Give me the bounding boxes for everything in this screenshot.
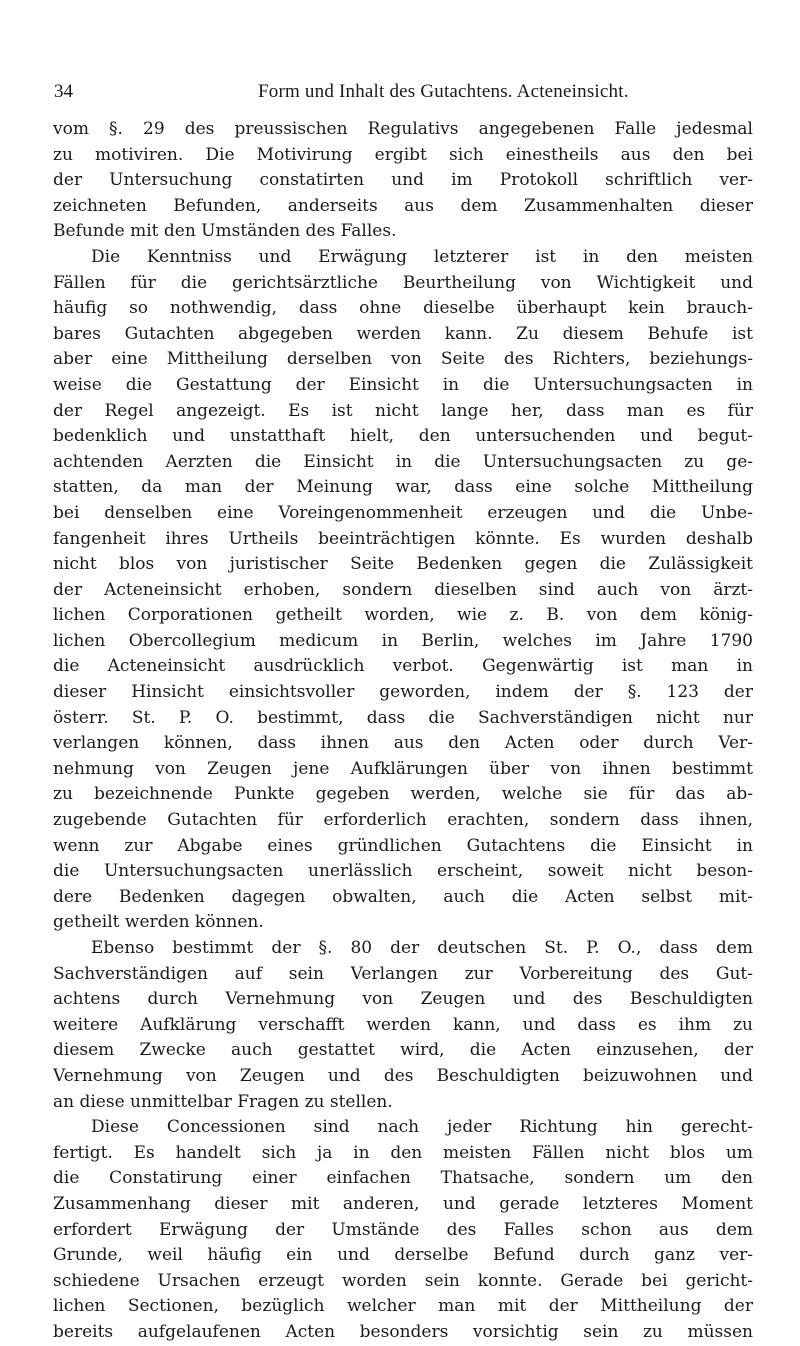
running-title: Form und Inhalt des Gutachtens. Acteneinsicht. <box>258 81 629 102</box>
text-line: die Constatirung einer einfachen Thatsache, sondern um den <box>53 1168 753 1189</box>
text-line: Grunde, weil häufig ein und derselbe Befund durch ganz ver- <box>53 1245 753 1266</box>
text-line: Sachverständigen auf sein Verlangen zur Vorbereitung des Gut- <box>53 963 753 984</box>
text-line: an diese unmittelbar Fragen zu stellen. <box>53 1091 393 1112</box>
text-line: dere Bedenken dagegen obwalten, auch die Acten selbst mit- <box>53 886 753 907</box>
text-line: zu motiviren. Die Motivirung ergibt sich einestheils aus den bei <box>53 144 753 165</box>
text-line: Zusammenhang dieser mit anderen, und gerade letzteres Moment <box>53 1193 753 1214</box>
text-line: nicht blos von juristischer Seite Bedenken gegen die Zulässigkeit <box>53 554 753 575</box>
page-header <box>54 80 754 104</box>
text-line: zugebende Gutachten für erforderlich erachten, sondern dass ihnen, <box>53 810 753 831</box>
text-line: verlangen können, dass ihnen aus den Acten oder durch Ver- <box>53 733 753 754</box>
text-line: nehmung von Zeugen jene Aufklärungen über von ihnen bestimmt <box>53 758 753 779</box>
text-line: der Untersuchung constatirten und im Protokoll schriftlich ver- <box>53 170 753 191</box>
text-line: zeichneten Befunden, anderseits aus dem Zusammenhalten dieser <box>53 195 753 216</box>
page-number: 34 <box>54 81 73 102</box>
text-line: Fällen für die gerichtsärztliche Beurtheilung von Wichtigkeit und <box>53 272 753 293</box>
text-line: häufig so nothwendig, dass ohne dieselbe überhaupt kein brauch- <box>53 298 753 319</box>
text-line: weitere Aufklärung verschafft werden kann, und dass es ihm zu <box>53 1014 753 1035</box>
text-line: getheilt werden können. <box>53 912 264 933</box>
text-line: bedenklich und unstatthaft hielt, den untersuchenden und begut- <box>53 426 753 447</box>
text-line: weise die Gestattung der Einsicht in die Untersuchungsacten in <box>53 374 753 395</box>
text-line: der Acteneinsicht erhoben, sondern dieselben sind auch von ärzt- <box>53 579 753 600</box>
text-line: Die Kenntniss und Erwägung letzterer ist in den meisten <box>91 246 753 267</box>
text-line: lichen Sectionen, bezüglich welcher man mit der Mittheilung der <box>53 1296 753 1317</box>
text-line: vom §. 29 des preussischen Regulativs angegebenen Falle jedesmal <box>53 119 753 139</box>
text-line: österr. St. P. O. bestimmt, dass die Sachverständigen nicht nur <box>53 707 753 728</box>
text-line: fertigt. Es handelt sich ja in den meisten Fällen nicht blos um <box>53 1142 753 1163</box>
text-line: der Regel angezeigt. Es ist nicht lange her, dass man es für <box>53 400 753 421</box>
body-text <box>53 117 753 1346</box>
text-line: schiedene Ursachen erzeugt worden sein konnte. Gerade bei gericht- <box>53 1270 753 1291</box>
text-line: Vernehmung von Zeugen und des Beschuldigten beizuwohnen und <box>53 1065 753 1086</box>
text-line: diesem Zwecke auch gestattet wird, die Acten einzusehen, der <box>53 1040 753 1061</box>
text-line: bereits aufgelaufenen Acten besonders vorsichtig sein zu müssen <box>53 1321 753 1342</box>
text-line: Befunde mit den Umständen des Falles. <box>53 221 397 242</box>
text-line: bei denselben eine Voreingenommenheit erzeugen und die Unbe- <box>53 502 753 523</box>
text-line: dieser Hinsicht einsichtsvoller geworden, indem der §. 123 der <box>53 682 753 703</box>
text-line: lichen Corporationen getheilt worden, wie z. B. von dem könig- <box>53 605 753 626</box>
text-line: bares Gutachten abgegeben werden kann. Zu diesem Behufe ist <box>53 323 753 344</box>
text-line: achtenden Aerzten die Einsicht in die Untersuchungsacten zu ge- <box>53 451 753 472</box>
text-line: wenn zur Abgabe eines gründlichen Gutachtens die Einsicht in <box>53 835 753 856</box>
text-line: zu bezeichnende Punkte gegeben werden, welche sie für das ab- <box>53 784 753 805</box>
text-line: erfordert Erwägung der Umstände des Falles schon aus dem <box>53 1219 753 1240</box>
text-line: fangenheit ihres Urtheils beeinträchtigen könnte. Es wurden deshalb <box>53 528 753 549</box>
paragraph <box>53 1115 753 1345</box>
paragraph <box>53 117 753 245</box>
text-line: achtens durch Vernehmung von Zeugen und des Beschuldigten <box>53 989 753 1010</box>
text-line: statten, da man der Meinung war, dass eine solche Mittheilung <box>53 477 753 498</box>
text-line: aber eine Mittheilung derselben von Seite des Richters, beziehungs- <box>53 349 753 370</box>
text-line: lichen Obercollegium medicum in Berlin, welches im Jahre 1790 <box>53 630 753 651</box>
paragraph <box>53 936 753 1115</box>
text-line: Ebenso bestimmt der §. 80 der deutschen St. P. O., dass dem <box>91 938 753 958</box>
text-line: die Untersuchungsacten unerlässlich erscheint, soweit nicht beson- <box>53 861 753 882</box>
paragraph <box>53 245 753 936</box>
text-line: Diese Concessionen sind nach jeder Richtung hin gerecht- <box>91 1117 753 1138</box>
text-line: die Acteneinsicht ausdrücklich verbot. Gegenwärtig ist man in <box>53 656 753 677</box>
